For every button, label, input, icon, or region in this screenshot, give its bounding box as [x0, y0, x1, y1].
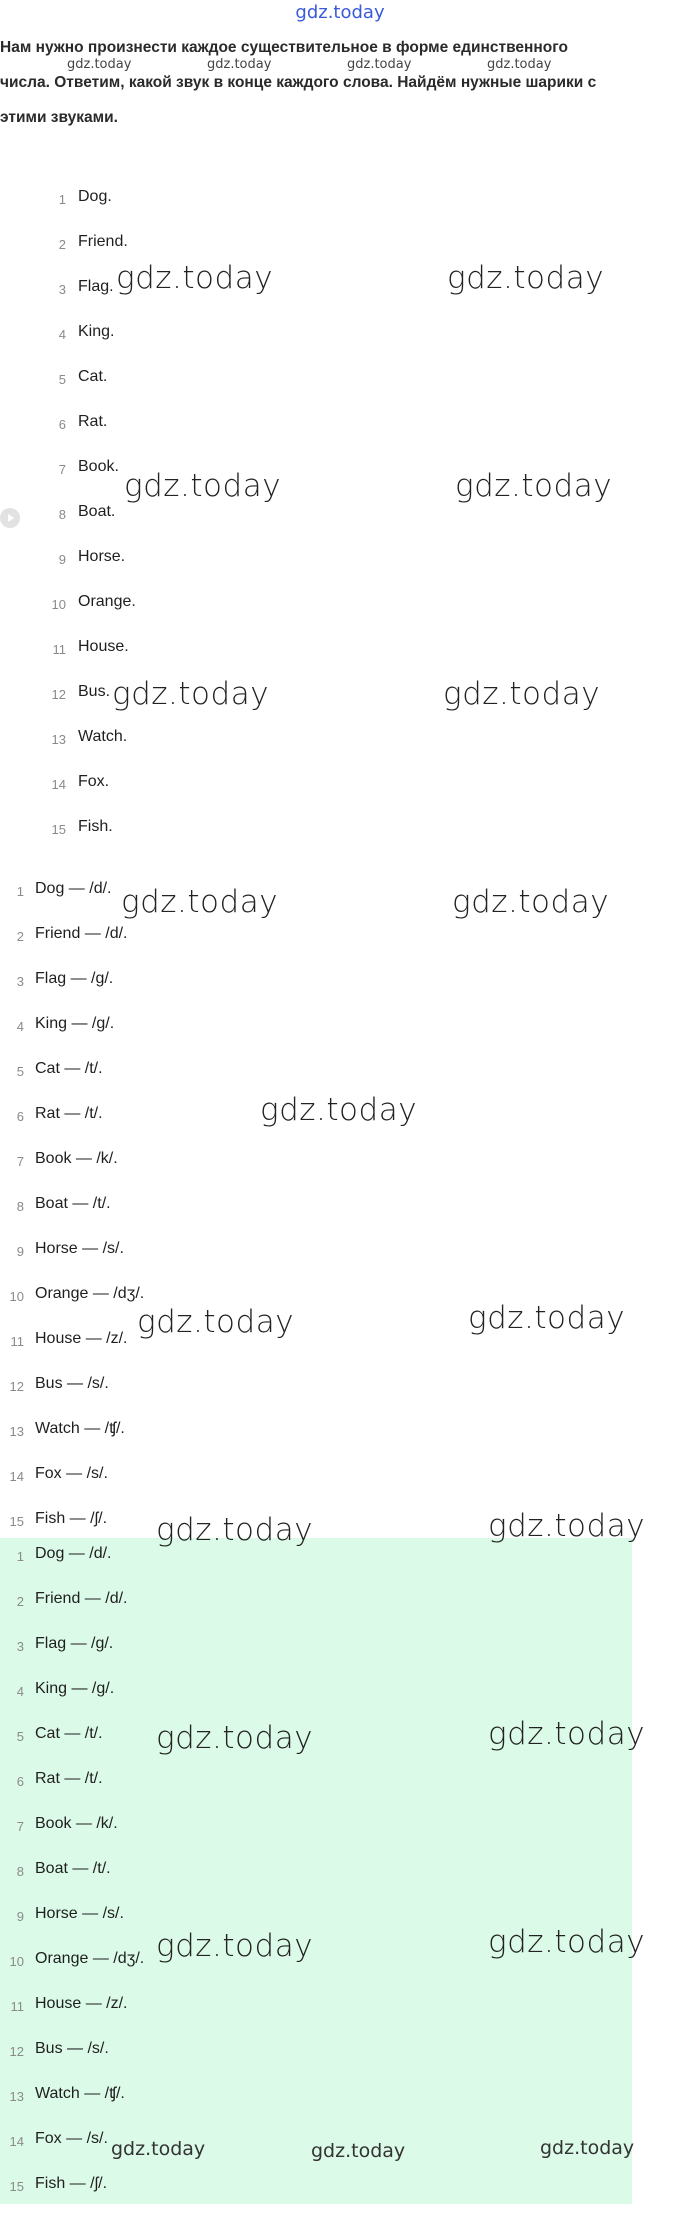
list-item: 7 Book — /k/.: [16, 1815, 118, 1834]
word-text: Dog.: [78, 188, 112, 205]
answer-text: Bus — /s/.: [35, 2040, 109, 2057]
answer-text: Rat — /t/.: [35, 1105, 103, 1122]
watermark: gdz.today: [121, 884, 279, 920]
answer-text: Book — /k/.: [35, 1150, 118, 1167]
list-item: 12 Bus — /s/.: [9, 2040, 109, 2059]
list-item: 15 Fish — /ʃ/.: [9, 2175, 108, 2194]
watermark: gdz.today: [116, 260, 274, 296]
answer-text: Orange — /dʒ/.: [35, 1950, 145, 1967]
list-item: 1 Dog.: [58, 188, 112, 207]
site-logo[interactable]: gdz.today: [295, 2, 385, 23]
answer-text: Boat — /t/.: [35, 1860, 111, 1877]
list-item: 2 Friend.: [58, 233, 128, 252]
list-item: 4 King — /g/.: [16, 1015, 115, 1034]
answer-list-highlighted: [0, 1545, 144, 2220]
list-item: 3 Flag — /g/.: [16, 1635, 114, 1654]
watermark: gdz.today: [488, 1924, 646, 1960]
list-item: 9 Horse — /s/.: [16, 1905, 124, 1924]
watermark: gdz.today: [452, 884, 610, 920]
word-text: Fish.: [78, 818, 113, 835]
list-item: 2 Friend — /d/.: [16, 925, 128, 944]
intro-line: Нам нужно произнести каждое существительное в форме единственного: [0, 39, 568, 56]
list-item: 7 Book — /k/.: [16, 1150, 118, 1169]
list-item: 1 Dog — /d/.: [16, 1545, 112, 1564]
intro-line: числа. Ответим, какой звук в конце каждого слова. Найдём нужные шарики с: [0, 74, 597, 91]
answer-text: Bus — /s/.: [35, 1375, 109, 1392]
word-text: Boat.: [78, 503, 116, 520]
list-item: 6 Rat — /t/.: [16, 1105, 103, 1124]
watermark: gdz.today: [156, 1928, 314, 1964]
list-item: 8 Boat — /t/.: [16, 1860, 111, 1879]
list-item: 3 Flag — /g/.: [16, 970, 114, 989]
list-item: 15 Fish — /ʃ/.: [9, 1510, 108, 1529]
list-item: 4 King.: [58, 323, 115, 342]
list-item: 3 Flag.: [58, 278, 114, 297]
word-text: Rat.: [78, 413, 108, 430]
answer-text: Watch — /ʧ/.: [35, 2085, 125, 2102]
list-item: 5 Cat — /t/.: [16, 1060, 103, 1079]
list-item: 15 Fish.: [51, 818, 113, 837]
list-item: 11 House — /z/.: [10, 1330, 128, 1349]
word-text: Fox.: [78, 773, 110, 790]
answer-text: Watch — /ʧ/.: [35, 1420, 125, 1437]
answer-text: Dog — /d/.: [35, 1545, 112, 1562]
word-text: Friend.: [78, 233, 128, 250]
watermark: gdz.today: [111, 2138, 206, 2160]
list-item: 12 Bus.: [51, 683, 111, 702]
watermark: gdz.today: [447, 260, 605, 296]
list-item: 13 Watch — /ʧ/.: [9, 2085, 125, 2104]
list-item: 11 House.: [52, 638, 129, 657]
watermark: gdz.today: [156, 1512, 314, 1548]
list-item: 13 Watch.: [51, 728, 128, 747]
word-text: King.: [78, 323, 115, 340]
answer-text: Boat — /t/.: [35, 1195, 111, 1212]
watermark: gdz.today: [488, 1508, 646, 1544]
list-item: 10 Orange — /dʒ/.: [9, 1950, 145, 1969]
answer-text: Fox — /s/.: [35, 1465, 108, 1482]
watermark: gdz.today: [156, 1720, 314, 1756]
list-item: 6 Rat — /t/.: [16, 1770, 103, 1789]
answer-list: [0, 880, 144, 1555]
answer-text: Book — /k/.: [35, 1815, 118, 1832]
answer-text: Fish — /ʃ/.: [35, 2175, 108, 2192]
task-intro: [0, 30, 670, 135]
watermark: gdz.today: [347, 57, 412, 72]
watermark: gdz.today: [260, 1092, 418, 1128]
list-item: 6 Rat.: [58, 413, 108, 432]
watermark: gdz.today: [124, 468, 282, 504]
watermark: gdz.today: [137, 1304, 295, 1340]
list-item: 5 Cat.: [58, 368, 108, 387]
watermark: gdz.today: [468, 1300, 626, 1336]
list-item: 12 Bus — /s/.: [9, 1375, 109, 1394]
answer-text: King — /g/.: [35, 1680, 115, 1697]
word-text: Flag.: [78, 278, 114, 295]
word-text: House.: [78, 638, 129, 655]
word-text: Orange.: [78, 593, 136, 610]
word-text: Bus.: [78, 683, 111, 700]
list-item: 14 Fox — /s/.: [9, 2130, 108, 2149]
answer-text: King — /g/.: [35, 1015, 115, 1032]
list-item: 7 Book.: [58, 458, 119, 477]
answer-text: Fish — /ʃ/.: [35, 1510, 108, 1527]
answer-text: House — /z/.: [35, 1330, 128, 1347]
watermark: gdz.today: [311, 2140, 406, 2162]
watermark: gdz.today: [207, 57, 272, 72]
list-item: 14 Fox.: [51, 773, 110, 792]
answer-text: Rat — /t/.: [35, 1770, 103, 1787]
list-item: 14 Fox — /s/.: [9, 1465, 108, 1484]
list-item: 1 Dog — /d/.: [16, 880, 112, 899]
answer-text: House — /z/.: [35, 1995, 128, 2012]
answer-text: Fox — /s/.: [35, 2130, 108, 2147]
list-item: 11 House — /z/.: [10, 1995, 128, 2014]
answer-text: Flag — /g/.: [35, 970, 114, 987]
list-item: 8 Boat.: [58, 503, 116, 522]
answer-text: Orange — /dʒ/.: [35, 1285, 145, 1302]
answer-text: Flag — /g/.: [35, 1635, 114, 1652]
list-item: 10 Orange — /dʒ/.: [9, 1285, 145, 1304]
word-text: Horse.: [78, 548, 126, 565]
answer-text: Cat — /t/.: [35, 1060, 103, 1077]
intro-line: этими звуками.: [0, 109, 118, 126]
answer-text: Dog — /d/.: [35, 880, 112, 897]
list-item: 4 King — /g/.: [16, 1680, 115, 1699]
list-item: 5 Cat — /t/.: [16, 1725, 103, 1744]
watermark: gdz.today: [540, 2137, 635, 2159]
watermark: gdz.today: [112, 676, 270, 712]
answer-text: Friend — /d/.: [35, 1590, 128, 1607]
answer-text: Horse — /s/.: [35, 1240, 124, 1257]
list-item: 9 Horse — /s/.: [16, 1240, 124, 1259]
list-item: 8 Boat — /t/.: [16, 1195, 111, 1214]
word-text: Book.: [78, 458, 119, 475]
word-text: Watch.: [78, 728, 128, 745]
list-item: 10 Orange.: [51, 593, 136, 612]
answer-text: Horse — /s/.: [35, 1905, 124, 1922]
watermark: gdz.today: [455, 468, 613, 504]
list-item: 9 Horse.: [58, 548, 126, 567]
answer-text: Cat — /t/.: [35, 1725, 103, 1742]
watermark: gdz.today: [488, 1716, 646, 1752]
watermark: gdz.today: [487, 57, 552, 72]
word-text: Cat.: [78, 368, 108, 385]
list-item: 2 Friend — /d/.: [16, 1590, 128, 1609]
watermark: gdz.today: [443, 676, 601, 712]
answer-text: Friend — /d/.: [35, 925, 128, 942]
watermark: gdz.today: [67, 57, 132, 72]
list-item: 13 Watch — /ʧ/.: [9, 1420, 125, 1439]
